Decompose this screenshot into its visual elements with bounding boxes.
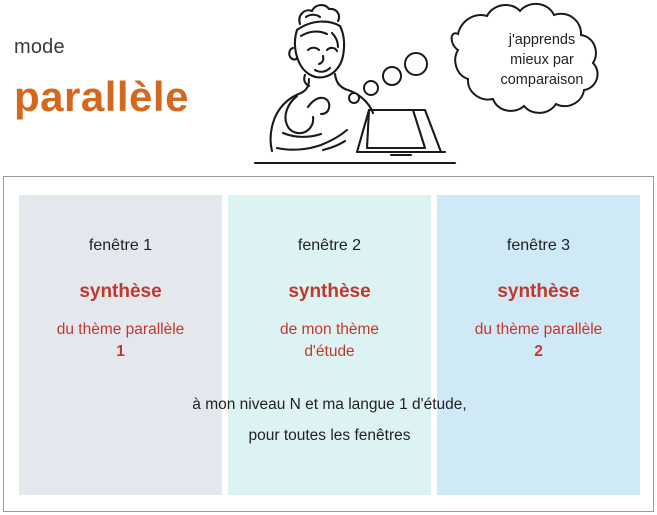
bubble-line-2: mieux par (510, 52, 574, 68)
mode-title: parallèle (14, 73, 189, 120)
column-1-title: fenêtre 1 (88, 237, 153, 254)
column-3-synthese: synthèse (497, 281, 580, 302)
panel-footer-note (4, 389, 655, 451)
column-2-sub-line-1: de mon thème (279, 321, 380, 338)
column-3-sub-line-1: du thème parallèle (474, 321, 603, 338)
column-3-sub-line-2: 2 (534, 343, 543, 360)
column-2-title: fenêtre 2 (297, 237, 362, 254)
thought-bubble (340, 2, 640, 152)
footer-line-2: pour toutes les fenêtres (248, 427, 411, 444)
thought-bubble-text (462, 30, 622, 90)
column-2-synthese: synthèse (288, 281, 371, 302)
bubble-line-1: j'apprends (508, 32, 576, 48)
column-2-sub-line-2: d'étude (304, 343, 355, 360)
column-3-title: fenêtre 3 (506, 237, 571, 254)
main-panel (3, 176, 654, 512)
mode-label: mode (14, 36, 65, 58)
column-1-synthese: synthèse (79, 281, 162, 302)
column-1-sub-line-2: 1 (116, 343, 125, 360)
column-3-subtitle (437, 303, 640, 363)
footer-line-1: à mon niveau N et ma langue 1 d'étude, (192, 396, 467, 413)
bubble-line-3: comparaison (500, 72, 584, 88)
column-1-subtitle (19, 303, 222, 363)
column-1-sub-line-1: du thème parallèle (56, 321, 185, 338)
header-area (0, 0, 657, 176)
column-2-subtitle (228, 303, 431, 363)
